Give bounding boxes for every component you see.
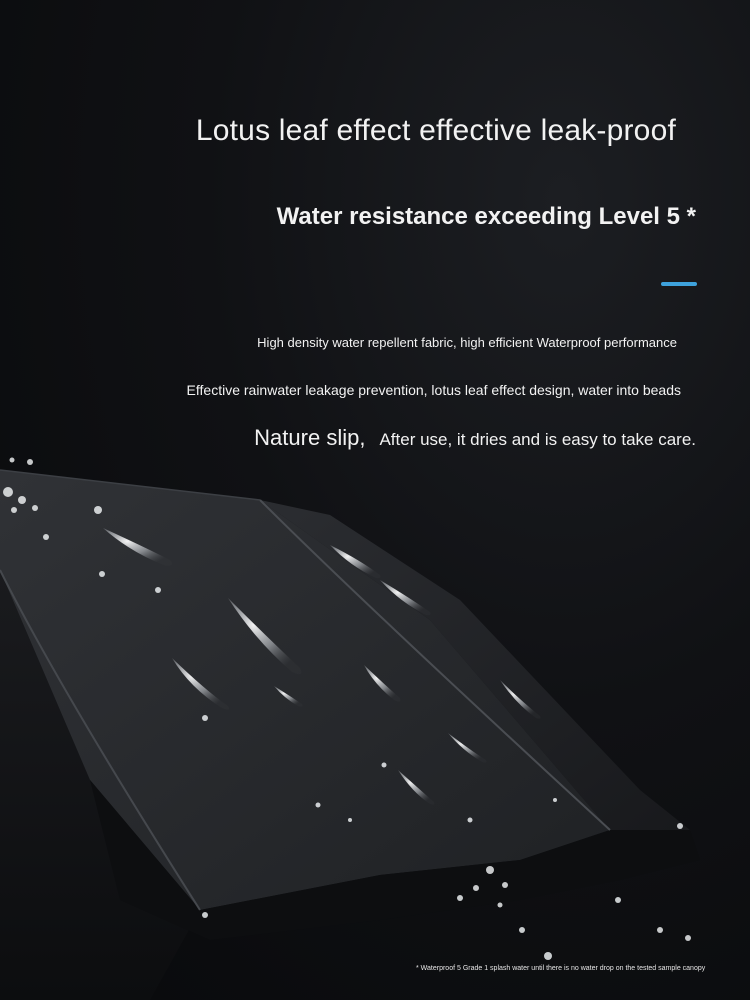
- description-line-1: High density water repellent fabric, high efficient Waterproof performance: [257, 335, 677, 350]
- description-line-2: Effective rainwater leakage prevention, lotus leaf effect design, water into beads: [186, 382, 681, 398]
- description-line-3-rest: After use, it dries and is easy to take care.: [379, 430, 696, 449]
- description-line-3: [254, 425, 696, 451]
- headline: Lotus leaf effect effective leak-proof: [195, 114, 676, 147]
- subheadline: Water resistance exceeding Level 5 *: [276, 203, 696, 230]
- accent-divider: [661, 282, 697, 286]
- description-line-3-lead: Nature slip,: [254, 425, 366, 450]
- footnote: * Waterproof 5 Grade 1 splash water until there is no water drop on the tested sample canopy: [416, 965, 706, 972]
